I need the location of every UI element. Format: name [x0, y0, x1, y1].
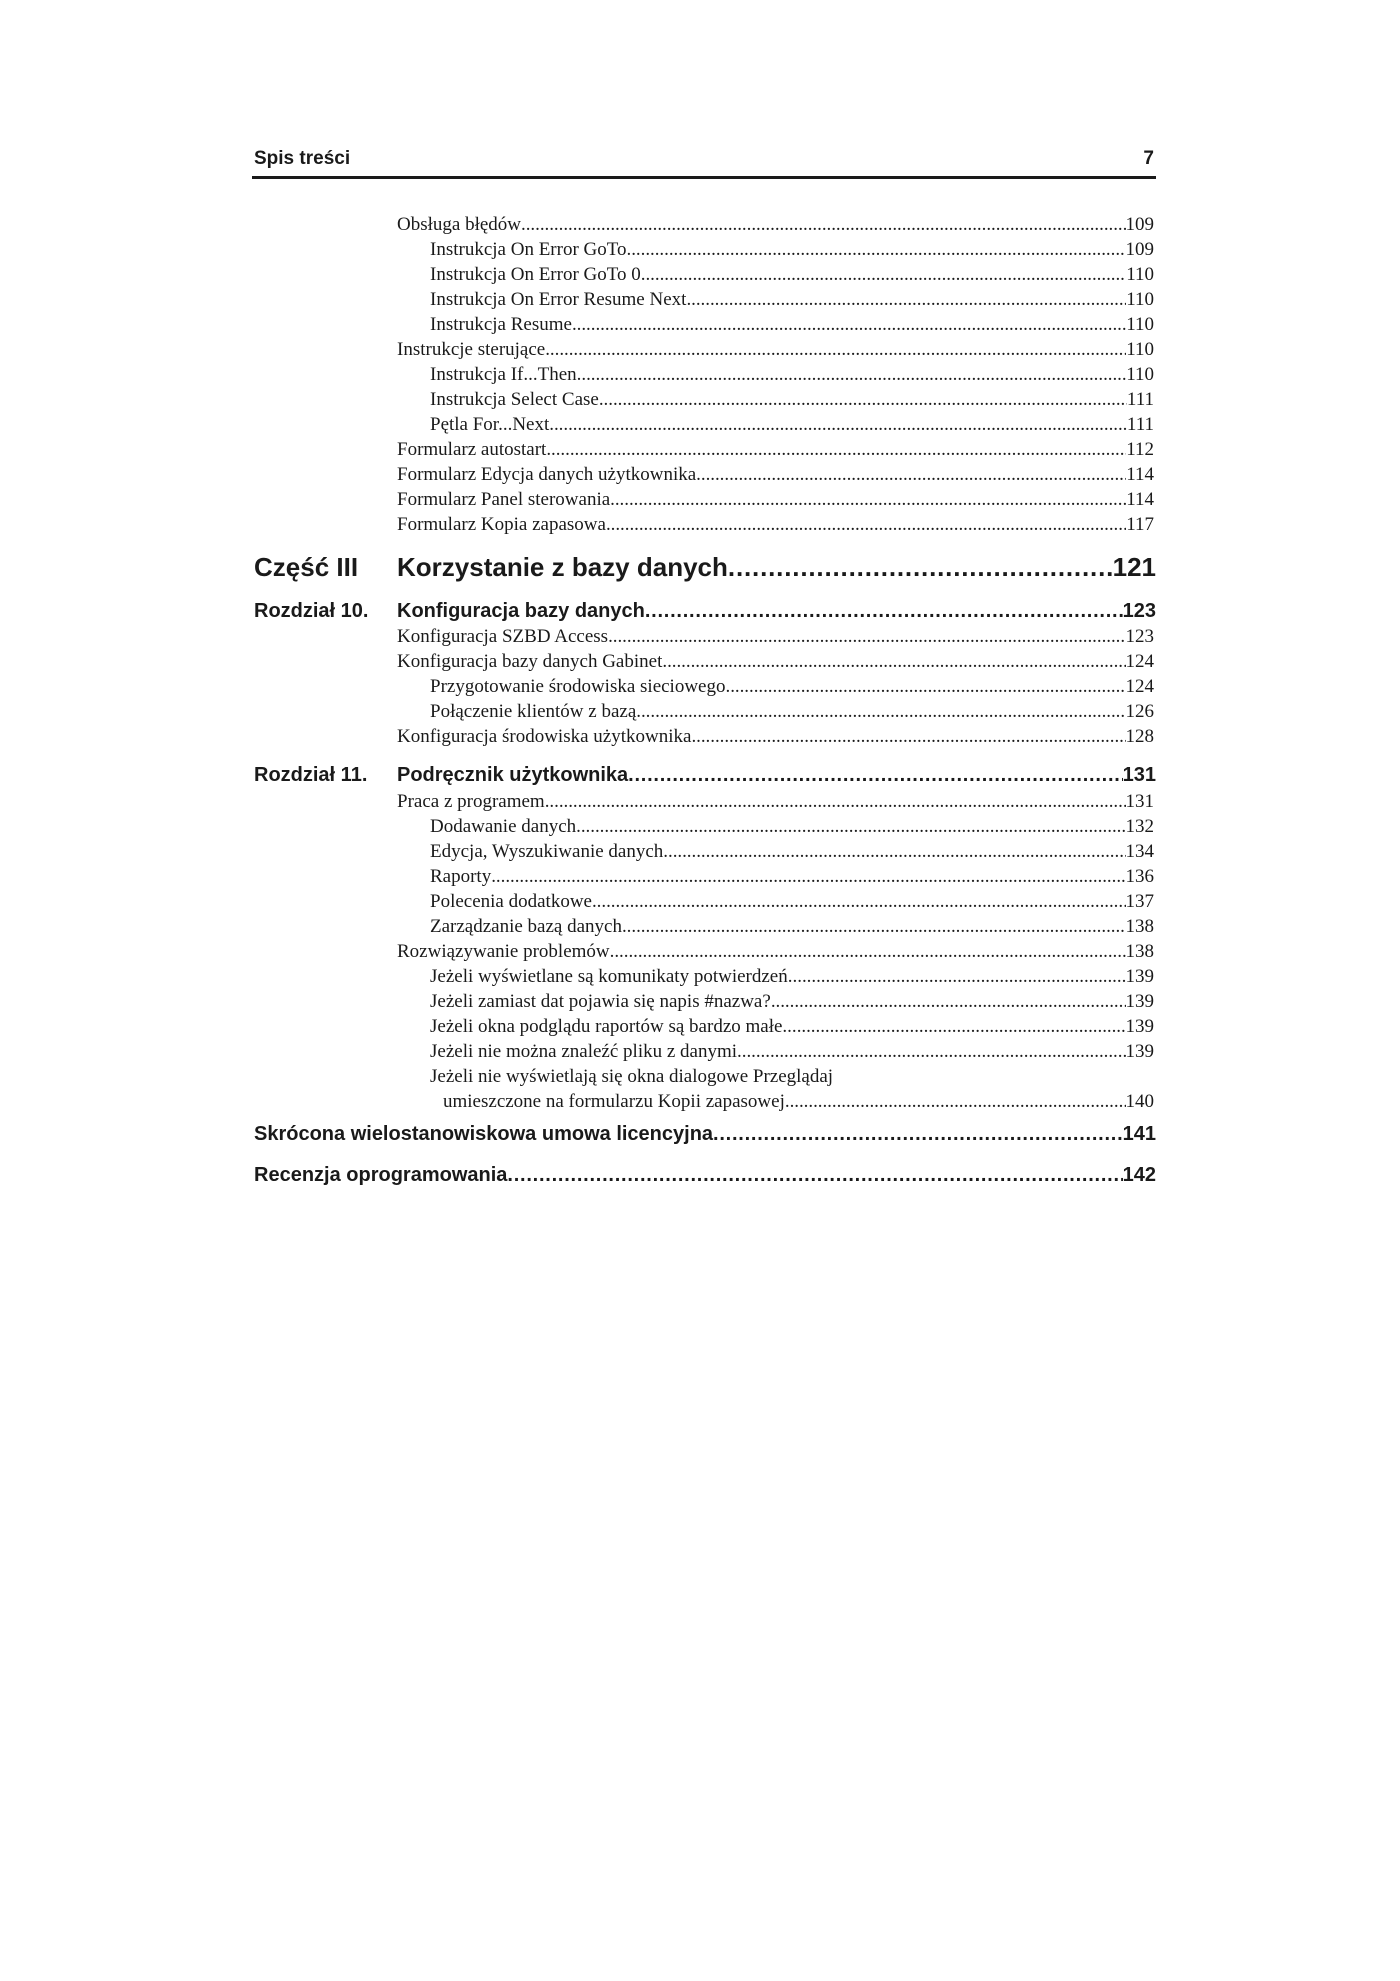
toc-entry[interactable]: [397, 650, 1154, 674]
toc-entry-page: 114: [1126, 489, 1154, 510]
dot-leader: [622, 915, 1126, 939]
toc-entry-label: Instrukcja Select Case: [430, 389, 599, 410]
toc-entry[interactable]: [397, 488, 1154, 512]
toc-entry-page: 110: [1126, 364, 1154, 385]
toc-entry[interactable]: [430, 313, 1154, 337]
toc-entry[interactable]: [430, 413, 1154, 437]
toc-entry-page: 139: [1125, 1041, 1154, 1062]
toc-entry-page: 139: [1125, 966, 1154, 987]
dot-leader: [686, 288, 1126, 312]
dot-leader: [610, 488, 1126, 512]
toc-entry-label: Instrukcja On Error GoTo: [430, 239, 627, 260]
toc-entry-label: Rozwiązywanie problemów: [397, 941, 610, 962]
toc-entry[interactable]: [397, 940, 1154, 964]
toc-entry[interactable]: [430, 238, 1154, 262]
dot-leader: [606, 513, 1126, 537]
toc-entry-label: Przygotowanie środowiska sieciowego: [430, 676, 726, 697]
toc-entry-label: Instrukcja Resume: [430, 314, 572, 335]
toc-entry[interactable]: [397, 725, 1154, 749]
toc-entry[interactable]: [430, 890, 1154, 914]
dot-leader: [663, 840, 1125, 864]
toc-chapter-page: 131: [1122, 764, 1156, 786]
header-page-number: 7: [1143, 148, 1154, 169]
toc-entry-page: 109: [1125, 239, 1154, 260]
toc-entry-label: Raporty: [430, 866, 492, 887]
part-prefix: Część III: [254, 552, 359, 582]
toc-entry[interactable]: [430, 840, 1154, 864]
toc-entry[interactable]: [430, 388, 1154, 412]
toc-appendix-page: 142: [1122, 1164, 1156, 1186]
dot-leader: [545, 790, 1126, 814]
dot-leader: [549, 413, 1127, 437]
toc-entry[interactable]: [443, 1090, 1154, 1114]
toc-entry[interactable]: [430, 363, 1154, 387]
chapter-prefix: Rozdział 11.: [254, 764, 368, 786]
header-title: Spis treści: [254, 148, 351, 169]
toc-entry-label: Instrukcje sterujące: [397, 339, 546, 360]
toc-entry-label: Konfiguracja bazy danych Gabinet: [397, 651, 663, 672]
dot-leader: [785, 1090, 1126, 1114]
toc-appendix[interactable]: [254, 1162, 1156, 1188]
toc-entry[interactable]: [397, 513, 1154, 537]
dot-leader: [545, 338, 1126, 362]
toc-entry-page: 114: [1126, 464, 1154, 485]
dot-leader: [546, 438, 1126, 462]
toc-entry[interactable]: [430, 865, 1154, 889]
toc-entry-label: Pętla For...Next: [430, 414, 550, 435]
chapter-prefix: Rozdział 10.: [254, 600, 369, 622]
toc-entry-page: 110: [1126, 314, 1154, 335]
toc-entry-page: 110: [1126, 264, 1154, 285]
toc-entry-label: Konfiguracja SZBD Access: [397, 626, 609, 647]
dot-leader: [572, 313, 1126, 337]
dot-leader: [696, 463, 1126, 487]
toc-entry[interactable]: [397, 213, 1154, 237]
dot-leader: [521, 213, 1125, 237]
dot-leader: [737, 1040, 1125, 1064]
dot-leader: [662, 650, 1125, 674]
toc-chapter[interactable]: [397, 762, 1156, 788]
dot-leader: [599, 388, 1127, 412]
toc-entry[interactable]: [430, 815, 1154, 839]
dot-leader: [713, 1121, 1123, 1147]
toc-appendix-label: Recenzja oprogramowania: [254, 1164, 508, 1186]
toc-chapter[interactable]: [397, 598, 1156, 624]
dot-leader: [610, 940, 1126, 964]
toc-entry[interactable]: [397, 338, 1154, 362]
toc-entry-label: Edycja, Wyszukiwanie danych: [430, 841, 664, 862]
toc-entry-page: 117: [1126, 514, 1154, 535]
toc-entry-page: 132: [1125, 816, 1154, 837]
dot-leader: [608, 625, 1125, 649]
dot-leader: [691, 725, 1125, 749]
toc-entry-page: 138: [1125, 916, 1154, 937]
toc-chapter-label: Konfiguracja bazy danych: [397, 600, 645, 622]
toc-part-page: 121: [1112, 552, 1156, 582]
toc-entry-label: Jeżeli okna podglądu raportów są bardzo małe...: [430, 1016, 797, 1037]
toc-entry-page: 136: [1125, 866, 1154, 887]
toc-appendix-page: 141: [1122, 1123, 1156, 1145]
dot-leader: [728, 550, 1113, 584]
toc-entry-page: 110: [1126, 289, 1154, 310]
dot-leader: [641, 263, 1126, 287]
toc-entry-page: 111: [1126, 414, 1154, 435]
toc-entry-label: umieszczone na formularzu Kopii zapasowej: [443, 1091, 785, 1112]
toc-entry-label: Formularz autostart: [397, 439, 547, 460]
toc-entry-label: Instrukcja If...Then: [430, 364, 577, 385]
toc-entry-label-line1: Jeżeli nie wyświetlają się okna dialogowe Przeglądaj: [430, 1066, 834, 1087]
toc-entry-label: Formularz Kopia zapasowa: [397, 514, 606, 535]
toc-chapter-page: 123: [1122, 600, 1156, 622]
dot-leader: [592, 890, 1126, 914]
toc-entry-page: 111: [1126, 389, 1154, 410]
dot-leader: [577, 363, 1127, 387]
toc-entry-label: Obsługa błędów: [397, 214, 522, 235]
toc-entry[interactable]: [430, 990, 1154, 1014]
dot-leader: [491, 865, 1125, 889]
dot-leader: [797, 1015, 1126, 1039]
toc-entry-page: 126: [1125, 701, 1154, 722]
toc-entry-label: Połączenie klientów z bazą: [430, 701, 637, 722]
toc-appendix[interactable]: [254, 1121, 1156, 1147]
toc-entry-page: 137: [1125, 891, 1154, 912]
toc-entry-label: Zarządzanie bazą danych: [430, 916, 622, 937]
toc-entry[interactable]: [430, 915, 1154, 939]
toc-entry-page: 131: [1125, 791, 1154, 812]
toc-entry[interactable]: [430, 288, 1154, 312]
running-header: [252, 144, 1156, 179]
toc-entry-page: 128: [1125, 726, 1154, 747]
toc-entry[interactable]: [430, 1040, 1154, 1064]
toc-entry[interactable]: [430, 675, 1154, 699]
toc-part[interactable]: [397, 550, 1156, 584]
toc-entry-page: 138: [1125, 941, 1154, 962]
toc-entry-label: Praca z programem: [397, 791, 545, 812]
toc-entry-label: Instrukcja On Error Resume Next: [430, 289, 687, 310]
toc-entry-label: Jeżeli zamiast dat pojawia się napis #nazwa?: [430, 991, 771, 1012]
toc-entry-label: Jeżeli wyświetlane są komunikaty potwierdzeń...: [430, 966, 802, 987]
toc-entry[interactable]: [430, 263, 1154, 287]
toc-entry-label: Formularz Panel sterowania: [397, 489, 611, 510]
dot-leader: [645, 598, 1123, 624]
dot-leader: [627, 238, 1126, 262]
toc-entry-label: Polecenia dodatkowe: [430, 891, 592, 912]
toc-entry[interactable]: [397, 625, 1154, 649]
toc-entry-page: 134: [1125, 841, 1154, 862]
toc-entry-page: 123: [1125, 626, 1154, 647]
toc-entry[interactable]: [397, 438, 1154, 462]
dot-leader: [576, 815, 1125, 839]
toc-entry[interactable]: [430, 1015, 1154, 1039]
dot-leader: [628, 762, 1122, 788]
dot-leader: [636, 700, 1125, 724]
toc-entry-label: Jeżeli nie można znaleźć pliku z danymi: [430, 1041, 738, 1062]
toc-entry-page: 140: [1125, 1091, 1154, 1112]
toc-entry[interactable]: [430, 965, 1154, 989]
toc-entry-label: Konfiguracja środowiska użytkownika: [397, 726, 692, 747]
toc-chapter-label: Podręcznik użytkownika: [397, 764, 629, 786]
toc-entry-page: 124: [1125, 676, 1154, 697]
toc-entry-page: 109: [1125, 214, 1154, 235]
toc-part-label: Korzystanie z bazy danych: [397, 552, 728, 582]
toc-entry-page: 124: [1125, 651, 1154, 672]
toc-entry[interactable]: [397, 790, 1154, 814]
toc-entry-page: 112: [1126, 439, 1154, 460]
toc-entry-label: Dodawanie danych: [430, 816, 577, 837]
toc-entry-page: 110: [1126, 339, 1154, 360]
toc-entry-label: Instrukcja On Error GoTo 0: [430, 264, 641, 285]
toc-entry-page: 139: [1125, 1016, 1154, 1037]
dot-leader: [802, 965, 1126, 989]
toc-appendix-label: Skrócona wielostanowiskowa umowa licencyjna: [254, 1123, 714, 1145]
dot-leader: [771, 990, 1126, 1014]
toc-entry[interactable]: [430, 700, 1154, 724]
dot-leader: [507, 1162, 1122, 1188]
toc-entry-label: Formularz Edycja danych użytkownika: [397, 464, 697, 485]
dot-leader: [726, 675, 1126, 699]
toc-entry[interactable]: [397, 463, 1154, 487]
toc-entry-page: 139: [1125, 991, 1154, 1012]
